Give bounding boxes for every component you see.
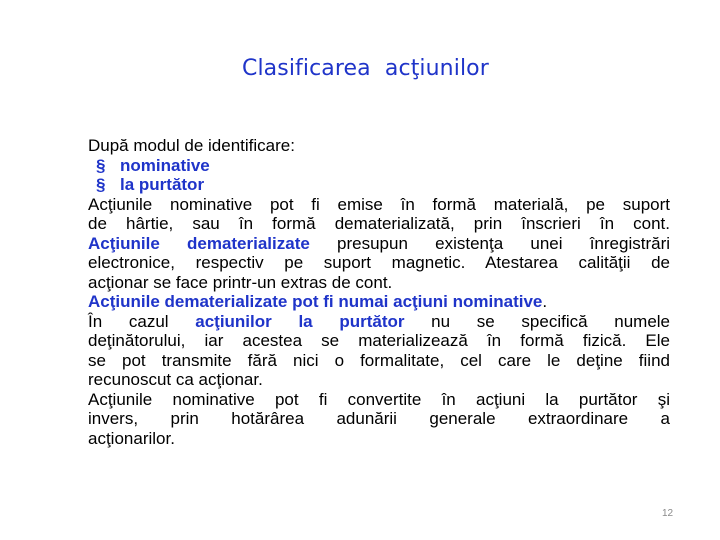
paragraph-5-line-2: invers, prin hotărârea adunării generale extraordinare a — [88, 409, 670, 428]
paragraph-1-line-1: Acţiunile nominative pot fi emise în formă materială, pe suport — [88, 194, 670, 214]
paragraph-4-text: nu se specifică numele — [404, 311, 671, 331]
bullet-item-nominative — [88, 156, 670, 176]
bullet-marker-icon: § — [96, 175, 106, 194]
paragraph-5-line-1: Acţiunile nominative pot fi convertite în acţiuni la purtător şi — [88, 389, 670, 409]
paragraph-2-text: presupun existenţa unei înregistrări — [309, 233, 671, 253]
paragraph-4-line-2: deţinătorului, iar acestea se materializează în formă fizică. Ele — [88, 331, 670, 350]
paragraph-2-line-1 — [88, 234, 670, 254]
paragraph-3-end: . — [542, 292, 548, 311]
paragraph-5-line-3: acţionarilor. — [88, 428, 175, 448]
paragraph-4-line-4: recunoscut ca acţionar. — [88, 370, 263, 389]
highlight-bearer-shares: acţiunilor la purtător — [195, 311, 405, 331]
paragraph-4-start: În cazul — [88, 311, 196, 331]
slide-title: Clasificarea acţiunilor — [242, 56, 489, 81]
slide-body — [88, 136, 670, 448]
paragraph-2-line-2: electronice, respectiv pe suport magnetic. Atestarea calităţii de — [88, 253, 670, 272]
paragraph-3-line-1 — [88, 292, 670, 312]
highlight-dematerialized-nominative: Acţiunile dematerializate pot fi numai acţiuni nominative — [88, 292, 543, 311]
paragraph-1-line-2: de hârtie, sau în formă dematerializată, prin înscrieri în cont. — [88, 214, 670, 233]
paragraph-4-line-3: se pot transmite fără nici o formalitate, cel care le deţine fiind — [88, 350, 670, 370]
bullet-text: nominative — [120, 155, 210, 175]
highlight-dematerialized: Acţiunile dematerializate — [88, 233, 310, 253]
bullet-marker-icon: § — [96, 155, 106, 175]
bullet-item-bearer — [88, 175, 670, 195]
paragraph-2-line-3: acţionar se face printr-un extras de cont. — [88, 272, 393, 292]
bullet-text: la purtător — [120, 175, 205, 194]
intro-line: După modul de identificare: — [88, 136, 295, 155]
paragraph-4-line-1 — [88, 312, 670, 332]
page-number: 12 — [662, 508, 674, 519]
